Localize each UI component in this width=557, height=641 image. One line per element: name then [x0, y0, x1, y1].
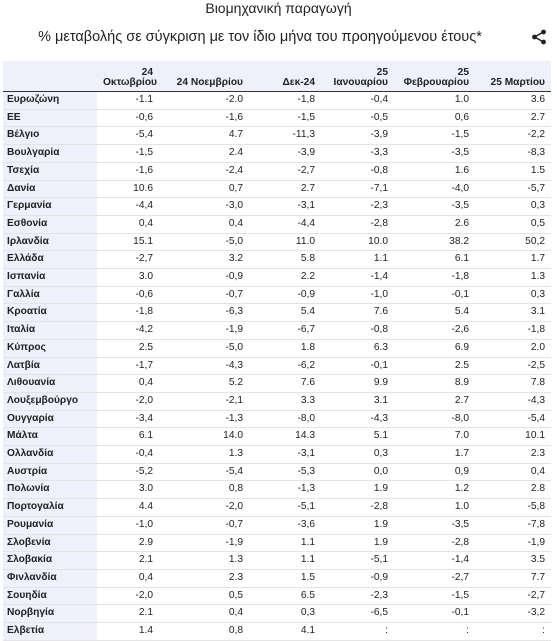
table-row: [3, 463, 551, 481]
row-country-label: Κροατία: [3, 304, 97, 322]
row-country-label: Κύπρος: [3, 339, 97, 357]
table-cell-value: -4,3: [159, 357, 249, 375]
row-country-label: Βουλγαρία: [3, 145, 97, 163]
table-cell-value: -5,4: [159, 463, 249, 481]
table-cell-value: -4,4: [249, 215, 321, 233]
row-country-label: Λουξεμβούργο: [3, 392, 97, 410]
table-cell-value: -0,8: [321, 322, 394, 340]
table-cell-value: -0,7: [159, 286, 249, 304]
table-cell-value: 3.1: [475, 304, 551, 322]
table-cell-value: -5,3: [249, 463, 321, 481]
table-cell-value: -1,0: [321, 286, 394, 304]
table-cell-value: 2.2: [249, 269, 321, 287]
table-cell-value: 0,3: [475, 286, 551, 304]
table-row: [3, 215, 551, 233]
table-cell-value: 0,3: [475, 198, 551, 216]
row-country-label: Ευρωζώνη: [3, 92, 97, 110]
row-country-label: Λατβία: [3, 357, 97, 375]
row-country-label: Ιρλανδία: [3, 233, 97, 251]
table-header-row: [3, 61, 551, 92]
table-cell-value: -2,7: [475, 587, 551, 605]
table-cell-value: -7,1: [321, 180, 394, 198]
table-cell-value: 5.1: [321, 428, 394, 446]
table-cell-value: :: [475, 623, 551, 641]
table-cell-value: -4,0: [394, 180, 475, 198]
table-cell-value: 6.1: [97, 428, 159, 446]
table-cell-value: 2.0: [475, 339, 551, 357]
table-row: [3, 180, 551, 198]
table-cell-value: 1.5: [475, 162, 551, 180]
table-cell-value: -1,3: [249, 481, 321, 499]
table-cell-value: -5,0: [159, 233, 249, 251]
table-cell-value: -1,8: [97, 304, 159, 322]
column-header-line1: 25: [457, 67, 469, 78]
table-cell-value: 0,7: [159, 180, 249, 198]
table-cell-value: 4.1: [249, 623, 321, 641]
table-row: [3, 446, 551, 464]
row-country-label: Ολλανδία: [3, 446, 97, 464]
table-cell-value: -2,8: [321, 215, 394, 233]
table-cell-value: -0,5: [321, 109, 394, 127]
table-cell-value: -2,3: [321, 587, 394, 605]
table-row: [3, 410, 551, 428]
column-header-line2: Οκτωβρίου: [103, 77, 157, 88]
column-header-country: [3, 61, 97, 92]
row-country-label: Σλοβενία: [3, 534, 97, 552]
table-body: [3, 92, 551, 641]
table-cell-value: 3.0: [97, 481, 159, 499]
table-cell-value: 1.1: [249, 552, 321, 570]
table-cell-value: 0,8: [159, 623, 249, 641]
table-cell-value: -5,1: [321, 552, 394, 570]
table-row: [3, 392, 551, 410]
table-cell-value: -2,8: [394, 534, 475, 552]
table-cell-value: -3,1: [249, 446, 321, 464]
table-row: [3, 569, 551, 587]
row-country-label: Ισπανία: [3, 269, 97, 287]
table-cell-value: 6.5: [249, 587, 321, 605]
table-cell-value: -7,8: [475, 516, 551, 534]
table-cell-value: -1,6: [159, 109, 249, 127]
table-cell-value: -2.0: [159, 92, 249, 110]
row-country-label: Γερμανία: [3, 198, 97, 216]
table-cell-value: 1.2: [394, 481, 475, 499]
table-cell-value: -3,5: [394, 145, 475, 163]
table-cell-value: -2,0: [97, 392, 159, 410]
table-cell-value: -1,8: [249, 92, 321, 110]
table-cell-value: -4,3: [321, 410, 394, 428]
table-cell-value: -3,2: [475, 605, 551, 623]
table-cell-value: -8,0: [249, 410, 321, 428]
table-cell-value: -2,5: [475, 357, 551, 375]
table-cell-value: 2.8: [475, 481, 551, 499]
column-header-1: [97, 61, 159, 92]
table-row: [3, 481, 551, 499]
table-cell-value: 2.5: [394, 357, 475, 375]
table-cell-value: -4,4: [97, 198, 159, 216]
table-cell-value: -2,8: [321, 499, 394, 517]
table-cell-value: -0,1: [394, 286, 475, 304]
row-country-label: Σουηδία: [3, 587, 97, 605]
table-cell-value: 2.7: [475, 109, 551, 127]
table-cell-value: -5,4: [97, 127, 159, 145]
column-header-3: [249, 61, 321, 92]
table-row: [3, 92, 551, 110]
table-cell-value: -5,4: [475, 410, 551, 428]
table-cell-value: 0,5: [159, 587, 249, 605]
table-cell-value: -1,5: [249, 109, 321, 127]
table-cell-value: -4,3: [475, 392, 551, 410]
table-row: [3, 623, 551, 641]
table-cell-value: -3,6: [249, 516, 321, 534]
column-header-line1: 24: [141, 67, 153, 78]
table-cell-value: -3,9: [321, 127, 394, 145]
page-title: Βιομηχανική παραγωγή: [205, 0, 352, 16]
table-cell-value: 4.4: [97, 499, 159, 517]
table-cell-value: 2.5: [97, 339, 159, 357]
row-country-label: Νορβηγία: [3, 605, 97, 623]
table-cell-value: 0,4: [475, 463, 551, 481]
table-cell-value: 1.4: [97, 623, 159, 641]
table-cell-value: -1,9: [159, 322, 249, 340]
column-header-line2: Φεβρουαρίου: [403, 77, 469, 88]
table-cell-value: -1,7: [97, 357, 159, 375]
table-cell-value: -1,0: [97, 516, 159, 534]
table-row: [3, 304, 551, 322]
table-cell-value: -0,9: [249, 286, 321, 304]
table-cell-value: -8,3: [475, 145, 551, 163]
table-row: [3, 499, 551, 517]
table-cell-value: 0,4: [97, 569, 159, 587]
row-country-label: Γαλλία: [3, 286, 97, 304]
table-cell-value: -3,5: [394, 516, 475, 534]
table-cell-value: -0,6: [97, 109, 159, 127]
row-country-label: Φινλανδία: [3, 569, 97, 587]
row-country-label: ΕΕ: [3, 109, 97, 127]
table-cell-value: 1.0: [394, 499, 475, 517]
table-cell-value: -0,6: [97, 286, 159, 304]
table-cell-value: 4.7: [159, 127, 249, 145]
row-country-label: Μάλτα: [3, 428, 97, 446]
table-cell-value: 1.1: [249, 534, 321, 552]
table-cell-value: -0,9: [321, 569, 394, 587]
table-cell-value: 10.0: [321, 233, 394, 251]
table-cell-value: 7.6: [321, 304, 394, 322]
table-cell-value: 5.4: [394, 304, 475, 322]
table-cell-value: -3,1: [249, 198, 321, 216]
table-cell-value: 5.4: [249, 304, 321, 322]
table-cell-value: 3.6: [475, 92, 551, 110]
table-cell-value: 7.6: [249, 375, 321, 393]
table-cell-value: -5,8: [475, 499, 551, 517]
table-cell-value: 6.1: [394, 251, 475, 269]
table-row: [3, 552, 551, 570]
table-row: [3, 534, 551, 552]
table-row: [3, 251, 551, 269]
table-cell-value: -3,3: [321, 145, 394, 163]
table-cell-value: -6,2: [249, 357, 321, 375]
table-row: [3, 198, 551, 216]
table-cell-value: 1.1: [321, 251, 394, 269]
table-cell-value: 1.9: [321, 481, 394, 499]
column-header-2: [159, 61, 249, 92]
table-row: [3, 516, 551, 534]
table-cell-value: 7.8: [475, 375, 551, 393]
table-cell-value: -11,3: [249, 127, 321, 145]
data-table: [3, 61, 551, 641]
table-cell-value: 3.2: [159, 251, 249, 269]
table-cell-value: 2.1: [97, 605, 159, 623]
table-cell-value: 1.3: [159, 552, 249, 570]
row-country-label: Ρουμανία: [3, 516, 97, 534]
row-country-label: Ελλάδα: [3, 251, 97, 269]
table-cell-value: -2,7: [249, 162, 321, 180]
table-row: [3, 339, 551, 357]
table-cell-value: 5.2: [159, 375, 249, 393]
table-cell-value: -2,0: [159, 499, 249, 517]
table-cell-value: 15.1: [97, 233, 159, 251]
table-cell-value: -6,5: [321, 605, 394, 623]
table-cell-value: -2,4: [159, 162, 249, 180]
table-cell-value: 2.4: [159, 145, 249, 163]
table-cell-value: -3,9: [249, 145, 321, 163]
table-cell-value: -5,0: [159, 339, 249, 357]
table-cell-value: -0,4: [321, 92, 394, 110]
table-row: [3, 375, 551, 393]
table-cell-value: -5,1: [249, 499, 321, 517]
table-cell-value: 0,9: [394, 463, 475, 481]
table-cell-value: -1,8: [475, 322, 551, 340]
table-cell-value: 0,4: [97, 375, 159, 393]
row-country-label: Σλοβακία: [3, 552, 97, 570]
table-cell-value: -0,1: [394, 605, 475, 623]
table-cell-value: 14.3: [249, 428, 321, 446]
table-cell-value: 1.3: [475, 269, 551, 287]
row-country-label: Εσθονία: [3, 215, 97, 233]
table-cell-value: 38.2: [394, 233, 475, 251]
table-cell-value: 6.3: [321, 339, 394, 357]
table-cell-value: 3.5: [475, 552, 551, 570]
table-cell-value: 1.7: [394, 446, 475, 464]
table-cell-value: 0,4: [159, 605, 249, 623]
column-header-4: [321, 61, 394, 92]
table-cell-value: -8,0: [394, 410, 475, 428]
table-cell-value: -5,7: [475, 180, 551, 198]
table-cell-value: :: [394, 623, 475, 641]
table-cell-value: -4,2: [97, 322, 159, 340]
table-cell-value: -0,1: [321, 357, 394, 375]
table-cell-value: 14.0: [159, 428, 249, 446]
table-cell-value: 0,4: [159, 215, 249, 233]
row-country-label: Αυστρία: [3, 463, 97, 481]
row-country-label: Τσεχία: [3, 162, 97, 180]
table-cell-value: 1.8: [249, 339, 321, 357]
share-icon[interactable]: [531, 29, 547, 45]
table-cell-value: -2,3: [321, 198, 394, 216]
table-cell-value: 9.9: [321, 375, 394, 393]
table-cell-value: -2,0: [97, 587, 159, 605]
table-cell-value: -1,5: [394, 587, 475, 605]
table-cell-value: -0,7: [159, 516, 249, 534]
table-cell-value: -2,7: [394, 569, 475, 587]
table-cell-value: -1,5: [394, 127, 475, 145]
table-row: [3, 269, 551, 287]
table-cell-value: 2.3: [475, 446, 551, 464]
table-cell-value: 0,4: [97, 215, 159, 233]
table-cell-value: 1.9: [321, 516, 394, 534]
table-cell-value: -0,4: [97, 446, 159, 464]
table-cell-value: 6.9: [394, 339, 475, 357]
table-cell-value: 1.5: [249, 569, 321, 587]
table-row: [3, 322, 551, 340]
column-header-5: [394, 61, 475, 92]
row-country-label: Ελβετία: [3, 623, 97, 641]
table-cell-value: 2.9: [97, 534, 159, 552]
row-country-label: Λιθουανία: [3, 375, 97, 393]
table-row: [3, 357, 551, 375]
table-cell-value: 3.3: [249, 392, 321, 410]
table-cell-value: -1,4: [321, 269, 394, 287]
table-row: [3, 428, 551, 446]
table-cell-value: -1,6: [97, 162, 159, 180]
column-header-line2: Ιανουαρίου: [333, 77, 388, 88]
table-cell-value: 10.1: [475, 428, 551, 446]
table-cell-value: 1.3: [159, 446, 249, 464]
column-header-6: [475, 61, 551, 92]
row-country-label: Ουγγαρία: [3, 410, 97, 428]
table-cell-value: -0,9: [159, 269, 249, 287]
table-cell-value: 1.0: [394, 92, 475, 110]
table-cell-value: :: [321, 623, 394, 641]
page-subtitle: % μεταβολής σε σύγκριση με τον ίδιο μήνα του προηγούμενου έτους*: [38, 29, 482, 45]
table-cell-value: -3,5: [394, 198, 475, 216]
table-row: [3, 233, 551, 251]
table-cell-value: 1.7: [475, 251, 551, 269]
row-country-label: Βέλγιο: [3, 127, 97, 145]
table-row: [3, 109, 551, 127]
table-cell-value: 7.7: [475, 569, 551, 587]
table-cell-value: 0,0: [321, 463, 394, 481]
table-row: [3, 145, 551, 163]
table-cell-value: 8.9: [394, 375, 475, 393]
table-cell-value: 5.8: [249, 251, 321, 269]
table-row: [3, 587, 551, 605]
table-cell-value: 0,8: [159, 481, 249, 499]
table-cell-value: -1,9: [475, 534, 551, 552]
table-cell-value: -1,4: [394, 552, 475, 570]
table-cell-value: -0,8: [321, 162, 394, 180]
table-cell-value: -6,7: [249, 322, 321, 340]
table-cell-value: 1.6: [394, 162, 475, 180]
table-cell-value: 0,6: [394, 109, 475, 127]
column-header-line1: 25: [376, 67, 388, 78]
table-cell-value: -5,2: [97, 463, 159, 481]
table-cell-value: -2,1: [159, 392, 249, 410]
table-cell-value: 0,3: [249, 605, 321, 623]
table-cell-value: 11.0: [249, 233, 321, 251]
table-cell-value: -3,0: [159, 198, 249, 216]
table-row: [3, 127, 551, 145]
table-cell-value: -1,3: [159, 410, 249, 428]
column-header-line2: 25 Μαρτίου: [490, 77, 545, 88]
table-cell-value: -1,5: [97, 145, 159, 163]
table-cell-value: -1,8: [394, 269, 475, 287]
table-row: [3, 162, 551, 180]
table-row: [3, 286, 551, 304]
row-country-label: Δανία: [3, 180, 97, 198]
row-country-label: Ιταλία: [3, 322, 97, 340]
table-cell-value: 7.0: [394, 428, 475, 446]
row-country-label: Πορτογαλία: [3, 499, 97, 517]
table-cell-value: 0,5: [475, 215, 551, 233]
table-cell-value: -1.1: [97, 92, 159, 110]
table-cell-value: 0,3: [321, 446, 394, 464]
table-cell-value: 2.1: [97, 552, 159, 570]
table-cell-value: -6,3: [159, 304, 249, 322]
column-header-line2: Δεκ-24: [282, 77, 315, 88]
table-cell-value: 2.7: [249, 180, 321, 198]
table-cell-value: -3,4: [97, 410, 159, 428]
table-cell-value: -2,6: [394, 322, 475, 340]
table-row: [3, 605, 551, 623]
table-cell-value: 2.6: [394, 215, 475, 233]
table-cell-value: 1.9: [321, 534, 394, 552]
table-cell-value: 3.0: [97, 269, 159, 287]
column-header-line2: 24 Νοεμβρίου: [176, 77, 243, 88]
table-cell-value: -2,2: [475, 127, 551, 145]
table-cell-value: -2,7: [97, 251, 159, 269]
table-cell-value: 10.6: [97, 180, 159, 198]
table-cell-value: 50,2: [475, 233, 551, 251]
table-cell-value: -1,9: [159, 534, 249, 552]
table-cell-value: 3.1: [321, 392, 394, 410]
table-cell-value: 2.3: [159, 569, 249, 587]
table-cell-value: 2.7: [394, 392, 475, 410]
row-country-label: Πολωνία: [3, 481, 97, 499]
